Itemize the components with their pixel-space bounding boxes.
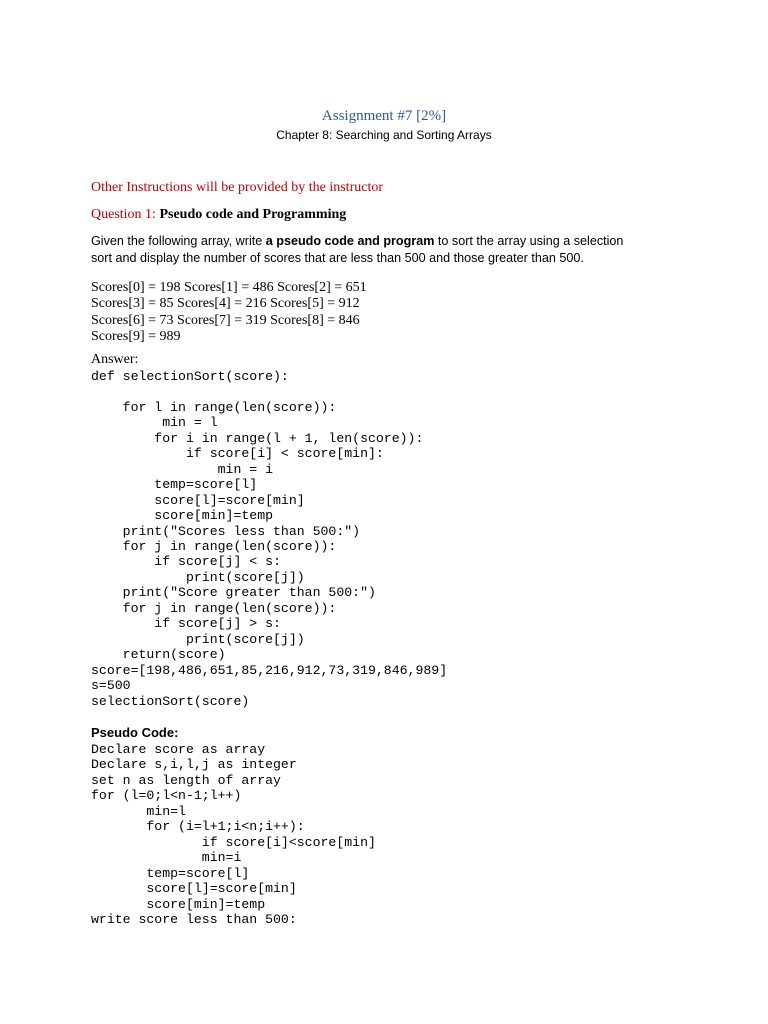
- pseudo-code: Declare score as array Declare s,i,l,j as integer set n as length of array for (l=0;l<n-1;l++) min=l for (i=l+1;i<n;i++): if score[i]<score[min] min=i temp=score[l] score[l]=score[min] score[min]=temp write score less than 500:: [91, 742, 376, 927]
- question-text-line2: sort and display the number of scores that are less than 500 and those greater than 500.: [91, 251, 584, 265]
- answer-label: Answer:: [91, 352, 139, 367]
- question-text-end: to sort the array using a selection: [434, 234, 624, 248]
- chapter-subtitle: Chapter 8: Searching and Sorting Arrays: [276, 128, 492, 142]
- question-label: Question 1:: [91, 207, 156, 222]
- instructions-note: Other Instructions will be provided by the instructor: [91, 180, 383, 195]
- question-text-bold: a pseudo code and program: [265, 234, 435, 248]
- question-heading: [91, 206, 346, 224]
- scores-block: [91, 280, 367, 345]
- question-text: [91, 233, 623, 267]
- assignment-title: Assignment #7 [2%]: [321, 108, 447, 124]
- scores-line: Scores[9] = 989: [91, 328, 181, 344]
- pseudo-code-heading: Pseudo Code:: [91, 725, 179, 740]
- question-title: Pseudo code and Programming: [159, 207, 347, 222]
- scores-line: Scores[3] = 85 Scores[4] = 216 Scores[5] = 912: [91, 296, 360, 312]
- program-code: def selectionSort(score): for l in range(len(score)): min = l for i in range(l + 1, len(score)): if score[i] < score[min]: min = i temp=score[l] score[l]=score[min] score[min]=temp print("Scores less than 500:") for j in range(len(score)): if score[j] < s: print(score[j]) print("Score greater than 500:") for j in range(len(score)): if score[j] > s: print(score[j]) return(score) score=[198,486,651,85,216,912,73,319,846,989] s=500 selectionSort(score): [91, 369, 448, 709]
- scores-line: Scores[6] = 73 Scores[7] = 319 Scores[8] = 846: [91, 312, 360, 328]
- question-text-start: Given the following array, write: [91, 234, 266, 248]
- scores-line: Scores[0] = 198 Scores[1] = 486 Scores[2] = 651: [91, 280, 367, 295]
